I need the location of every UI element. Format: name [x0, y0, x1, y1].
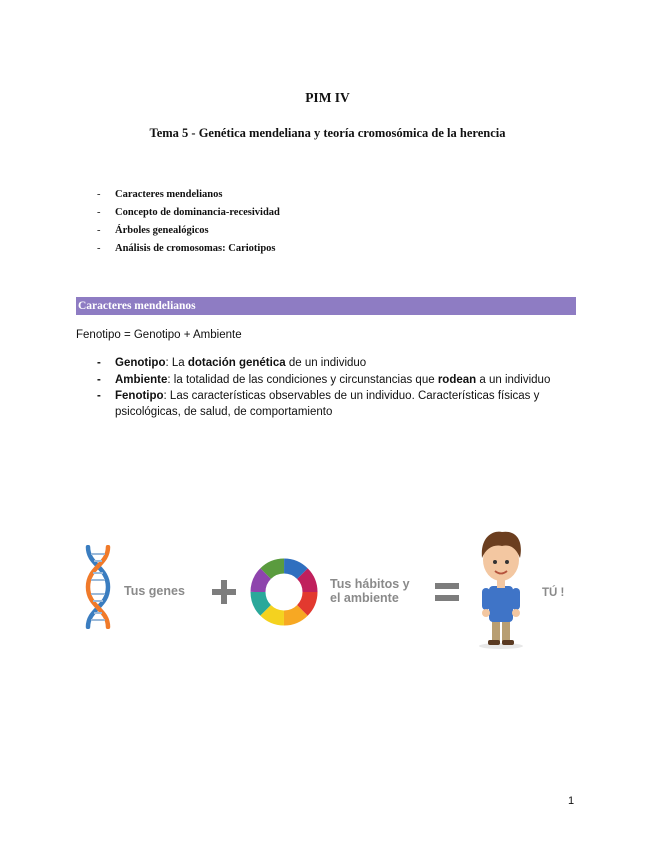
definition-text: a un individuo: [476, 373, 551, 386]
topic-list: [97, 186, 280, 258]
habits-label-line: el ambiente: [330, 591, 399, 605]
genes-label: Tus genes: [124, 584, 185, 598]
page-title: PIM IV: [305, 90, 350, 105]
habits-label-line: Tus hábitos y: [330, 577, 410, 591]
equals-icon: [435, 583, 459, 601]
definition-fenotipo: [97, 389, 567, 420]
genotype-environment-illustration: [60, 520, 600, 660]
definition-genotipo: [97, 356, 567, 372]
section-heading: Caracteres mendelianos: [76, 297, 576, 315]
page-number: 1: [568, 795, 575, 807]
person-icon: [470, 528, 532, 650]
dna-icon: [80, 545, 116, 629]
topic-item: - Caracteres mendelianos: [97, 186, 280, 204]
definition-ambiente: [97, 373, 567, 389]
definition-text: : Las características observables de un individuo. Características físicas y psicológicas, de salud, de comportamiento: [115, 390, 540, 418]
definition-highlight: rodean: [437, 373, 477, 386]
definition-term: Genotipo: [115, 357, 166, 369]
definition-text: de un individuo: [285, 357, 367, 369]
topic-item: - Concepto de dominancia-recesividad: [97, 204, 280, 222]
definition-list: [97, 356, 567, 421]
page-subtitle: Tema 5 - Genética mendeliana y teoría cromosómica de la herencia: [149, 126, 506, 140]
definition-text: : La: [165, 357, 188, 369]
topic-item: - Análisis de cromosomas: Cariotipos: [97, 240, 280, 258]
habits-ring-icon: [248, 556, 320, 628]
definition-text: : la totalidad de las condiciones y circunstancias que: [167, 373, 438, 386]
topic-item: - Árboles genealógicos: [97, 222, 280, 240]
definition-term: Ambiente: [115, 373, 168, 386]
you-label: TÚ !: [542, 587, 565, 599]
habits-label: [330, 577, 410, 605]
plus-icon: [212, 580, 236, 604]
definition-term: Fenotipo: [115, 390, 164, 402]
definition-highlight: dotación genética: [187, 357, 286, 369]
phenotype-formula: Fenotipo = Genotipo + Ambiente: [76, 329, 242, 341]
